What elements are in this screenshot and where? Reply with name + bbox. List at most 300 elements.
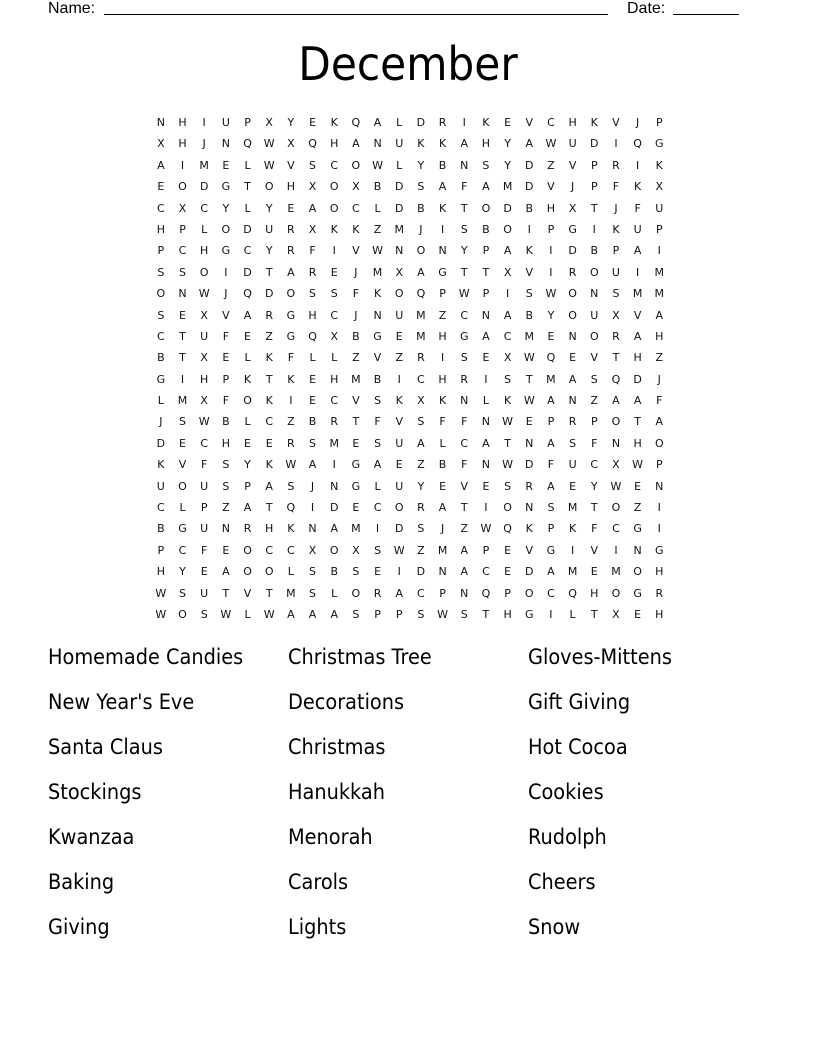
grid-letter: L <box>482 394 489 408</box>
grid-row <box>150 155 670 176</box>
grid-letter: W <box>545 137 557 151</box>
grid-letter: M <box>286 586 296 600</box>
word-list-item: New Year's Eve <box>48 690 195 714</box>
grid-letter: G <box>221 244 231 258</box>
grid-letter: N <box>481 308 491 322</box>
grid-letter: U <box>395 308 404 322</box>
grid-letter: C <box>352 201 360 215</box>
grid-letter: B <box>525 201 534 215</box>
word-list-item: Gift Giving <box>528 690 631 714</box>
grid-letter: Y <box>460 244 468 258</box>
grid-row <box>150 112 670 133</box>
grid-letter: S <box>417 415 425 429</box>
grid-letter: V <box>460 479 468 493</box>
grid-letter: A <box>633 244 642 258</box>
grid-letter: P <box>439 287 446 301</box>
grid-letter: O <box>178 607 187 621</box>
grid-row <box>150 326 670 347</box>
grid-letter: K <box>438 201 447 215</box>
grid-letter: I <box>570 543 575 557</box>
grid-letter: O <box>394 287 404 301</box>
grid-letter: N <box>633 543 642 557</box>
grid-letter: L <box>157 394 164 408</box>
grid-letter: E <box>395 458 403 472</box>
grid-letter: I <box>440 222 445 236</box>
grid-letter: F <box>374 415 381 429</box>
date-blank-line <box>673 14 739 15</box>
grid-letter: Y <box>244 458 251 472</box>
grid-letter: O <box>351 158 361 172</box>
grid-letter: Z <box>222 501 230 515</box>
grid-letter: O <box>568 308 577 322</box>
grid-letter: H <box>655 329 664 343</box>
grid-letter: W <box>393 543 405 557</box>
grid-row <box>150 305 670 326</box>
grid-letter: A <box>438 180 447 194</box>
grid-letter: O <box>568 287 577 301</box>
word-list-row <box>48 820 768 865</box>
date-label: Date: <box>627 0 666 17</box>
grid-letter: U <box>200 586 209 600</box>
grid-letter: A <box>308 607 317 621</box>
grid-letter: W <box>480 522 492 536</box>
grid-letter: S <box>179 586 186 600</box>
grid-letter: A <box>438 501 447 515</box>
grid-letter: G <box>286 308 296 322</box>
grid-letter: E <box>439 479 447 493</box>
grid-letter: O <box>243 565 252 579</box>
grid-letter: A <box>460 137 468 151</box>
grid-letter: M <box>199 158 209 172</box>
grid-letter: O <box>178 180 187 194</box>
grid-letter: S <box>222 458 230 472</box>
word-list-item: Christmas Tree <box>288 645 432 669</box>
grid-letter: Q <box>546 351 556 365</box>
grid-letter: P <box>655 116 663 129</box>
grid-letter: H <box>481 137 491 151</box>
grid-letter: L <box>244 607 251 621</box>
grid-letter: W <box>437 607 449 621</box>
grid-letter: A <box>417 436 425 450</box>
word-list-item: Cookies <box>528 780 604 804</box>
grid-letter: P <box>439 586 446 600</box>
grid-letter: O <box>199 265 209 279</box>
grid-letter: D <box>633 372 642 386</box>
grid-letter: R <box>525 479 534 493</box>
word-list-item: Kwanzaa <box>48 825 135 849</box>
grid-letter: T <box>265 265 273 279</box>
grid-letter: D <box>243 265 252 279</box>
grid-row <box>150 540 670 561</box>
grid-letter: Y <box>265 201 273 215</box>
grid-letter: F <box>547 458 555 472</box>
grid-letter: B <box>157 522 165 536</box>
grid-letter: N <box>568 329 577 343</box>
grid-letter: N <box>438 244 447 258</box>
grid-letter: X <box>503 351 512 365</box>
grid-letter: L <box>244 158 251 172</box>
grid-letter: A <box>655 308 664 322</box>
grid-letter: E <box>287 201 295 215</box>
grid-letter: U <box>265 222 274 236</box>
grid-letter: B <box>590 244 599 258</box>
grid-letter: Y <box>222 201 230 215</box>
grid-letter: D <box>394 201 404 215</box>
grid-letter: I <box>635 265 640 279</box>
grid-letter: S <box>569 436 577 450</box>
grid-letter: O <box>329 180 339 194</box>
grid-letter: M <box>654 287 665 301</box>
grid-letter: H <box>265 522 274 536</box>
grid-letter: A <box>655 415 664 429</box>
grid-letter: U <box>221 116 230 129</box>
grid-letter: C <box>460 308 469 322</box>
grid-letter: D <box>525 158 534 172</box>
grid-letter: D <box>394 180 404 194</box>
grid-letter: T <box>265 372 273 386</box>
grid-letter: V <box>525 116 534 129</box>
grid-letter: H <box>221 436 230 450</box>
grid-letter: S <box>352 565 360 579</box>
grid-letter: X <box>612 458 620 472</box>
grid-letter: K <box>417 137 425 151</box>
grid-letter: F <box>656 394 663 408</box>
grid-letter: S <box>374 543 382 557</box>
grid-letter: D <box>243 222 252 236</box>
grid-letter: Z <box>590 394 599 408</box>
grid-letter: E <box>179 308 186 322</box>
grid-letter: X <box>287 137 295 151</box>
grid-letter: S <box>374 394 382 408</box>
grid-letter: O <box>329 201 339 215</box>
grid-letter: O <box>243 394 252 408</box>
grid-letter: S <box>309 565 317 579</box>
grid-letter: H <box>178 116 187 129</box>
grid-letter: C <box>200 201 209 215</box>
word-list-row <box>48 685 768 730</box>
grid-letter: R <box>460 372 469 386</box>
grid-letter: O <box>264 180 274 194</box>
grid-letter: U <box>200 479 209 493</box>
grid-letter: S <box>417 607 425 621</box>
grid-letter: R <box>373 586 382 600</box>
word-list-item: Lights <box>288 915 347 939</box>
grid-letter: N <box>568 394 577 408</box>
grid-letter: O <box>416 244 426 258</box>
grid-letter: T <box>265 501 273 515</box>
grid-letter: N <box>156 116 165 129</box>
grid-letter: G <box>221 180 231 194</box>
grid-letter: W <box>523 351 535 365</box>
grid-letter: S <box>309 586 317 600</box>
grid-letter: M <box>524 329 534 343</box>
grid-letter: A <box>612 394 620 408</box>
grid-letter: J <box>224 287 228 301</box>
grid-letter: I <box>180 372 185 386</box>
grid-letter: I <box>462 116 466 129</box>
grid-letter: W <box>458 287 470 301</box>
grid-letter: P <box>222 372 230 386</box>
grid-letter: C <box>330 158 339 172</box>
grid-letter: S <box>200 607 208 621</box>
grid-letter: M <box>416 308 426 322</box>
grid-letter: I <box>332 244 336 258</box>
grid-letter: F <box>591 522 598 536</box>
grid-letter: U <box>611 265 620 279</box>
grid-letter: N <box>481 458 491 472</box>
grid-letter: P <box>157 543 165 557</box>
grid-letter: A <box>243 308 252 322</box>
grid-letter: X <box>200 308 208 322</box>
grid-letter: A <box>287 265 295 279</box>
grid-letter: Z <box>655 351 664 365</box>
grid-letter: E <box>590 565 598 579</box>
grid-letter: L <box>396 116 403 129</box>
grid-letter: X <box>568 201 577 215</box>
grid-letter: O <box>633 565 642 579</box>
grid-letter: U <box>156 479 165 493</box>
grid-row <box>150 198 670 219</box>
grid-letter: N <box>330 479 339 493</box>
grid-letter: T <box>482 607 490 621</box>
grid-letter: A <box>222 565 230 579</box>
grid-letter: B <box>438 158 447 172</box>
grid-row <box>150 454 670 475</box>
grid-letter: Q <box>481 586 491 600</box>
grid-letter: J <box>614 201 618 215</box>
grid-letter: L <box>569 607 576 621</box>
grid-letter: N <box>373 308 382 322</box>
grid-letter: R <box>655 586 664 600</box>
grid-letter: M <box>654 265 665 279</box>
word-list-item: Stockings <box>48 780 142 804</box>
grid-letter: A <box>460 565 468 579</box>
grid-letter: E <box>330 265 338 279</box>
grid-letter: K <box>438 137 447 151</box>
grid-letter: J <box>159 415 163 429</box>
grid-letter: Y <box>417 479 425 493</box>
grid-letter: E <box>309 116 317 129</box>
grid-letter: Z <box>373 222 382 236</box>
grid-letter: E <box>395 329 403 343</box>
grid-letter: U <box>655 201 664 215</box>
grid-letter: A <box>525 137 534 151</box>
grid-letter: K <box>243 372 252 386</box>
grid-letter: M <box>372 265 383 279</box>
grid-letter: A <box>547 436 555 450</box>
grid-letter: O <box>654 436 664 450</box>
grid-letter: K <box>634 180 642 194</box>
grid-letter: T <box>525 372 533 386</box>
grid-letter: Q <box>243 287 252 301</box>
grid-letter: P <box>612 244 620 258</box>
grid-letter: F <box>634 201 641 215</box>
grid-letter: T <box>460 265 468 279</box>
grid-letter: V <box>612 116 620 129</box>
grid-letter: I <box>657 522 661 536</box>
grid-letter: K <box>330 222 338 236</box>
grid-letter: R <box>265 308 274 322</box>
grid-letter: S <box>179 415 186 429</box>
grid-letter: G <box>286 329 296 343</box>
grid-letter: P <box>547 415 555 429</box>
grid-letter: E <box>222 158 230 172</box>
grid-letter: B <box>352 329 360 343</box>
grid-letter: K <box>265 394 273 408</box>
grid-letter: X <box>612 308 620 322</box>
grid-letter: A <box>373 116 382 129</box>
grid-letter: Y <box>179 565 186 579</box>
grid-letter: A <box>482 436 490 450</box>
grid-letter: V <box>352 394 360 408</box>
grid-letter: M <box>567 501 578 515</box>
grid-letter: H <box>655 565 664 579</box>
grid-letter: O <box>503 501 512 515</box>
grid-row <box>150 133 670 154</box>
grid-letter: J <box>657 372 661 386</box>
grid-letter: Z <box>633 501 642 515</box>
grid-letter: Q <box>308 329 317 343</box>
grid-letter: I <box>527 222 531 236</box>
grid-letter: T <box>612 351 620 365</box>
grid-letter: D <box>590 137 599 151</box>
grid-letter: C <box>503 329 512 343</box>
grid-letter: V <box>373 351 382 365</box>
grid-letter: O <box>286 287 296 301</box>
grid-letter: K <box>287 522 295 536</box>
grid-letter: W <box>632 458 644 472</box>
grid-letter: S <box>525 287 533 301</box>
grid-letter: Z <box>547 158 555 172</box>
grid-letter: Z <box>417 458 425 472</box>
grid-letter: H <box>590 586 599 600</box>
grid-letter: E <box>157 180 165 194</box>
grid-letter: T <box>634 415 641 429</box>
grid-letter: F <box>461 458 468 472</box>
grid-letter: L <box>179 501 186 515</box>
grid-letter: B <box>222 415 230 429</box>
word-list-row <box>48 640 768 685</box>
grid-letter: P <box>374 607 381 621</box>
grid-letter: S <box>482 158 490 172</box>
grid-letter: Z <box>352 351 360 365</box>
grid-letter: S <box>417 180 425 194</box>
grid-letter: H <box>546 201 556 215</box>
grid-letter: A <box>460 543 468 557</box>
grid-letter: A <box>157 158 165 172</box>
grid-letter: I <box>332 458 336 472</box>
grid-letter: S <box>504 372 512 386</box>
grid-letter: W <box>263 158 275 172</box>
grid-letter: C <box>460 436 469 450</box>
grid-letter: P <box>590 415 598 429</box>
grid-letter: F <box>222 329 230 343</box>
grid-letter: V <box>287 158 295 172</box>
grid-letter: D <box>156 436 166 450</box>
grid-letter: Q <box>633 137 642 151</box>
grid-letter: F <box>461 415 468 429</box>
word-list-item: Cheers <box>528 870 596 894</box>
grid-letter: M <box>329 436 339 450</box>
grid-letter: E <box>504 116 512 129</box>
grid-letter: R <box>417 501 425 515</box>
grid-letter: M <box>611 565 621 579</box>
grid-letter: A <box>503 308 512 322</box>
grid-letter: Y <box>547 308 555 322</box>
grid-letter: C <box>243 244 252 258</box>
grid-letter: U <box>395 436 404 450</box>
grid-letter: O <box>178 479 187 493</box>
grid-letter: D <box>199 180 209 194</box>
grid-letter: Q <box>351 116 361 129</box>
grid-letter: B <box>330 565 338 579</box>
grid-letter: F <box>287 351 295 365</box>
grid-letter: F <box>352 287 360 301</box>
grid-letter: T <box>222 586 230 600</box>
grid-letter: H <box>308 308 317 322</box>
grid-letter: W <box>263 137 275 151</box>
grid-letter: S <box>460 222 468 236</box>
grid-letter: I <box>614 543 618 557</box>
grid-letter: X <box>352 543 360 557</box>
grid-letter: L <box>439 436 446 450</box>
grid-letter: I <box>549 244 553 258</box>
grid-letter: J <box>419 222 423 236</box>
grid-letter: I <box>375 522 380 536</box>
grid-letter: I <box>484 372 488 386</box>
grid-letter: A <box>308 201 317 215</box>
grid-letter: W <box>545 287 557 301</box>
grid-letter: Q <box>611 372 621 386</box>
grid-letter: F <box>461 180 468 194</box>
grid-letter: V <box>590 543 599 557</box>
grid-letter: J <box>635 116 640 129</box>
grid-letter: A <box>633 329 642 343</box>
grid-letter: I <box>635 158 640 172</box>
grid-letter: Q <box>568 586 577 600</box>
grid-letter: I <box>397 372 401 386</box>
grid-letter: J <box>354 265 358 279</box>
grid-letter: M <box>437 543 448 557</box>
grid-letter: C <box>612 522 620 536</box>
grid-letter: G <box>438 265 447 279</box>
grid-letter: P <box>547 222 555 236</box>
grid-letter: W <box>263 607 275 621</box>
grid-letter: V <box>568 158 577 172</box>
grid-letter: T <box>504 436 511 450</box>
grid-row <box>150 283 670 304</box>
grid-letter: M <box>394 222 404 236</box>
grid-letter: B <box>438 458 447 472</box>
grid-letter: H <box>200 372 209 386</box>
grid-letter: Z <box>417 543 425 557</box>
grid-letter: S <box>417 522 425 536</box>
grid-letter: I <box>440 351 445 365</box>
grid-letter: F <box>201 543 208 557</box>
grid-letter: O <box>221 222 231 236</box>
grid-letter: N <box>611 436 621 450</box>
grid-letter: R <box>612 329 620 343</box>
grid-letter: V <box>178 458 187 472</box>
grid-letter: I <box>657 244 661 258</box>
grid-letter: R <box>287 436 295 450</box>
grid-letter: W <box>285 458 297 472</box>
word-list-item: Snow <box>528 915 581 939</box>
grid-letter: M <box>416 329 426 343</box>
grid-letter: H <box>156 222 165 236</box>
grid-letter: H <box>330 372 339 386</box>
grid-letter: M <box>567 565 578 579</box>
